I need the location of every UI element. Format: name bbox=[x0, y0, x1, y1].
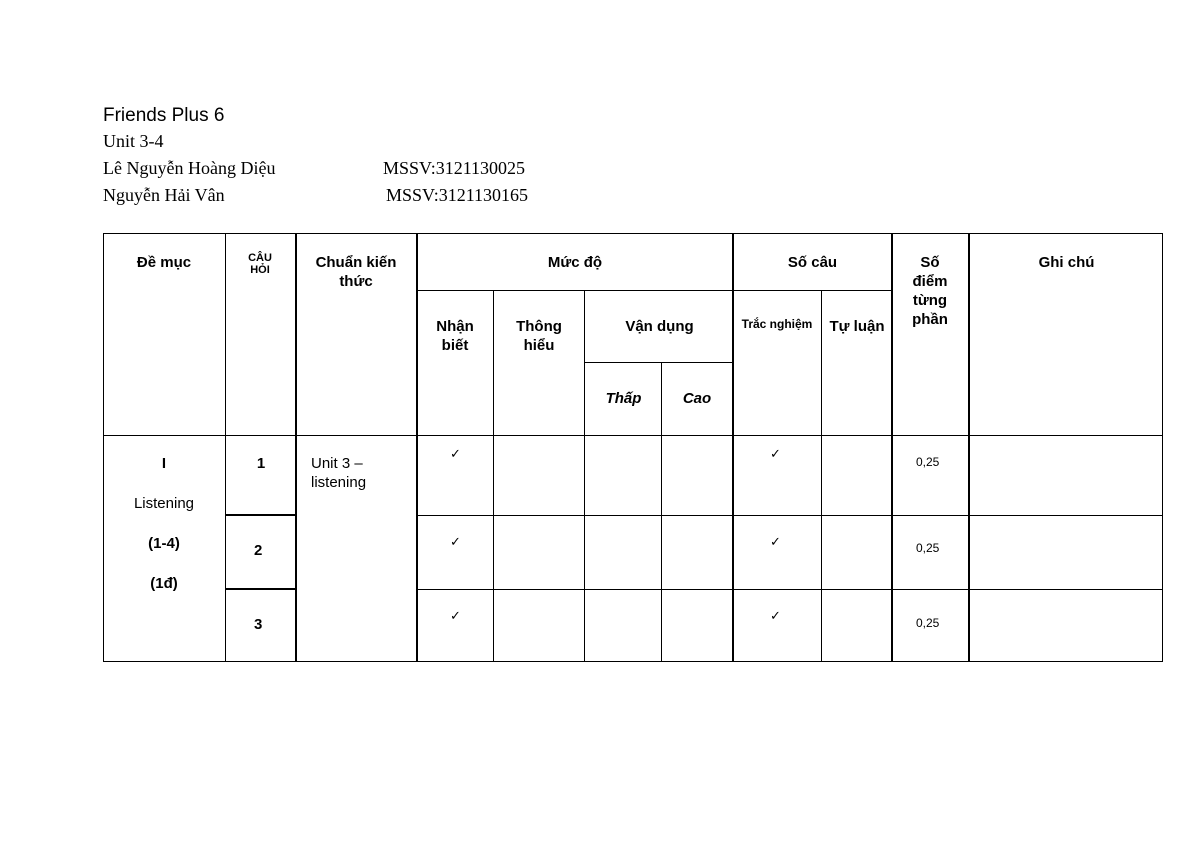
student-row-2 bbox=[103, 182, 529, 209]
score-value: 0,25 bbox=[916, 541, 940, 555]
section-range: (1-4) bbox=[148, 535, 180, 552]
student-row-1 bbox=[103, 155, 526, 182]
col-rule bbox=[821, 290, 822, 662]
rule-q2-left bbox=[225, 588, 296, 590]
check-icon: ✓ bbox=[770, 447, 781, 462]
table-border-right bbox=[1162, 233, 1163, 662]
exam-matrix-table bbox=[103, 233, 1163, 662]
check-icon: ✓ bbox=[770, 609, 781, 624]
section-roman: I bbox=[161, 455, 167, 472]
section-standard: Unit 3 – listening bbox=[311, 455, 367, 491]
col-rule bbox=[584, 290, 585, 662]
document-title: Friends Plus 6 bbox=[103, 105, 225, 126]
header-van-dung: Vận dụng bbox=[625, 318, 694, 335]
student-name: Lê Nguyễn Hoàng Diệu bbox=[103, 158, 276, 178]
rule-header-bottom bbox=[103, 435, 1163, 436]
header-thong-hieu: Thông hiểu bbox=[516, 318, 562, 354]
check-icon: ✓ bbox=[450, 535, 461, 550]
student-id: MSSV:3121130025 bbox=[383, 158, 526, 178]
rule-q1-left bbox=[225, 514, 296, 516]
col-rule bbox=[891, 233, 893, 662]
rule-van-dung bbox=[585, 362, 734, 363]
col-rule bbox=[968, 233, 970, 662]
table-border-top bbox=[103, 233, 1163, 234]
question-number: 1 bbox=[256, 455, 266, 472]
header-so-diem: Số điểm từng phần bbox=[912, 254, 948, 328]
check-icon: ✓ bbox=[450, 447, 461, 462]
header-de-muc: Đề mục bbox=[136, 254, 192, 271]
header-nhan-biet: Nhận biết bbox=[436, 318, 474, 354]
question-number: 2 bbox=[254, 542, 263, 559]
col-rule bbox=[416, 233, 418, 662]
score-value: 0,25 bbox=[916, 455, 940, 469]
header-chuan-kien-thuc: Chuẩn kiến thức bbox=[315, 254, 397, 290]
header-tu-luan: Tự luận bbox=[829, 318, 885, 335]
col-rule bbox=[225, 233, 226, 662]
rule-row-1 bbox=[417, 515, 1163, 516]
rule-row-2 bbox=[417, 589, 1163, 590]
header-cau-hoi: CÂU HỎI bbox=[248, 252, 272, 276]
question-number: 3 bbox=[254, 616, 263, 633]
table-border-left bbox=[103, 233, 104, 662]
header-so-cau: Số câu bbox=[787, 254, 838, 271]
student-name: Nguyễn Hải Vân bbox=[103, 185, 225, 205]
unit-label: Unit 3-4 bbox=[103, 131, 164, 151]
table-border-bottom bbox=[103, 661, 1163, 662]
header-cao: Cao bbox=[682, 390, 712, 407]
check-icon: ✓ bbox=[770, 535, 781, 550]
student-id: MSSV:3121130165 bbox=[386, 185, 529, 205]
header-ghi-chu: Ghi chú bbox=[1038, 254, 1095, 271]
score-value: 0,25 bbox=[916, 616, 940, 630]
check-icon: ✓ bbox=[450, 609, 461, 624]
header-trac-nghiem: Trắc nghiệm bbox=[741, 317, 813, 331]
col-rule bbox=[732, 233, 734, 662]
section-points: (1đ) bbox=[150, 575, 178, 592]
header-thap: Thấp bbox=[605, 390, 642, 407]
col-rule bbox=[493, 290, 494, 662]
section-name: Listening bbox=[133, 495, 195, 512]
document-header bbox=[103, 104, 529, 209]
col-rule bbox=[295, 233, 297, 662]
header-muc-do: Mức độ bbox=[547, 254, 603, 271]
